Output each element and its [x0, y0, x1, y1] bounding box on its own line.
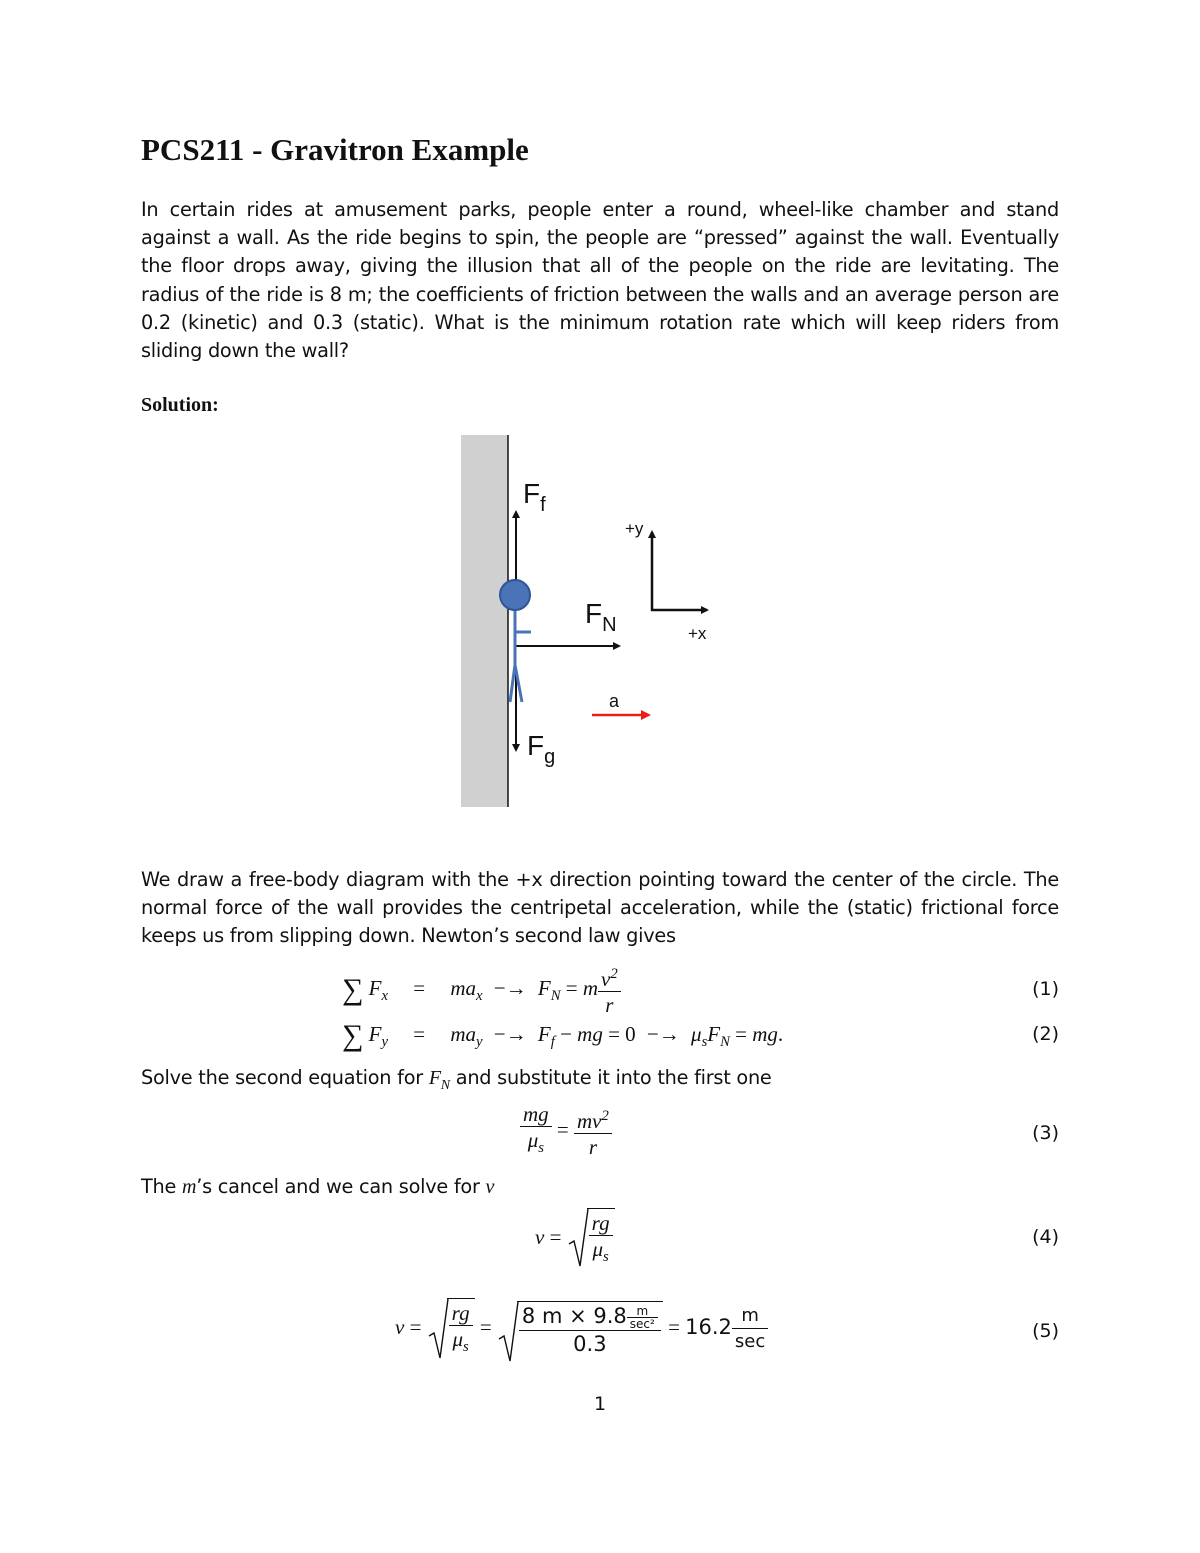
fn-label: $F_N$ [585, 598, 617, 636]
equation-4: v = $\frac{rg}{\mu_s}$ [535, 1208, 615, 1270]
equation-number-5: (5) [1032, 1320, 1059, 1342]
equation-2: ∑ $F_y = ma_y -\to F_f$ − mg = $0 -\to \mu_sF_N$ = mg. [342, 1019, 784, 1052]
explanation-paragraph: We draw a free-body diagram with the +x direction pointing toward the center of the circle. The normal force of the wall provides the centripetal acceleration, while the (static) frictional force keeps us from slipping down. Newton’s second law gives [141, 868, 1059, 948]
fg-label: $F_g$ [527, 730, 556, 768]
equation-number-2: (2) [1032, 1023, 1059, 1045]
problem-paragraph: In certain rides at amusement parks, people enter a round, wheel-like chamber and stand against a wall. As the ride begins to spin, the people are “pressed” against the wall. Eventually the floor drops away, giving the illusion that all of the people on the ride are levitating. The radius of the ride is 8 m; the coefficients of friction between the walls and an average person are 0.2 (kinetic) and 0.3 (static). What is the minimum rotation rate which will keep riders from sliding down the wall? [141, 198, 1059, 363]
free-body-diagram [455, 430, 755, 812]
eq5-result: 16.2 [685, 1314, 732, 1339]
eq5-denominator: 0.3 [573, 1331, 607, 1356]
equation-number-3: (3) [1032, 1122, 1059, 1144]
equation-number-1: (1) [1032, 978, 1059, 1000]
wall [461, 435, 508, 807]
plus-y-label: +y [625, 519, 644, 538]
page-number: 1 [593, 1393, 607, 1415]
ff-label: $F_f$ [523, 478, 546, 516]
accel-label: a [609, 691, 620, 711]
equation-5: v = $\frac{rg}{\mu_s}$ = 8 m × 9.8 $\frac{m}{\text{sec²}}$ 0.3 = 16.2 $\frac{m}{\sec}$ [395, 1298, 768, 1360]
plus-x-label: +x [688, 624, 707, 643]
substitution-paragraph: Solve the second equation for $F_N$ and substitute it into the first one [141, 1066, 772, 1093]
equation-3: $\frac{mg}{\mu_s}$ = $\frac{mv^2}{r}$ [520, 1102, 612, 1161]
equation-1: ∑ $F_x = ma_x -\to F_N = m$ $\frac{v^2}{r}$ [342, 962, 621, 1018]
equation-number-4: (4) [1032, 1226, 1059, 1248]
solution-heading: Solution: [141, 394, 219, 416]
page-title: PCS211 - Gravitron Example [141, 132, 529, 167]
eq5-numerator: 8 m × 9.8 [521, 1304, 627, 1329]
cancel-paragraph: The m’s cancel and we can solve for v [141, 1175, 495, 1198]
